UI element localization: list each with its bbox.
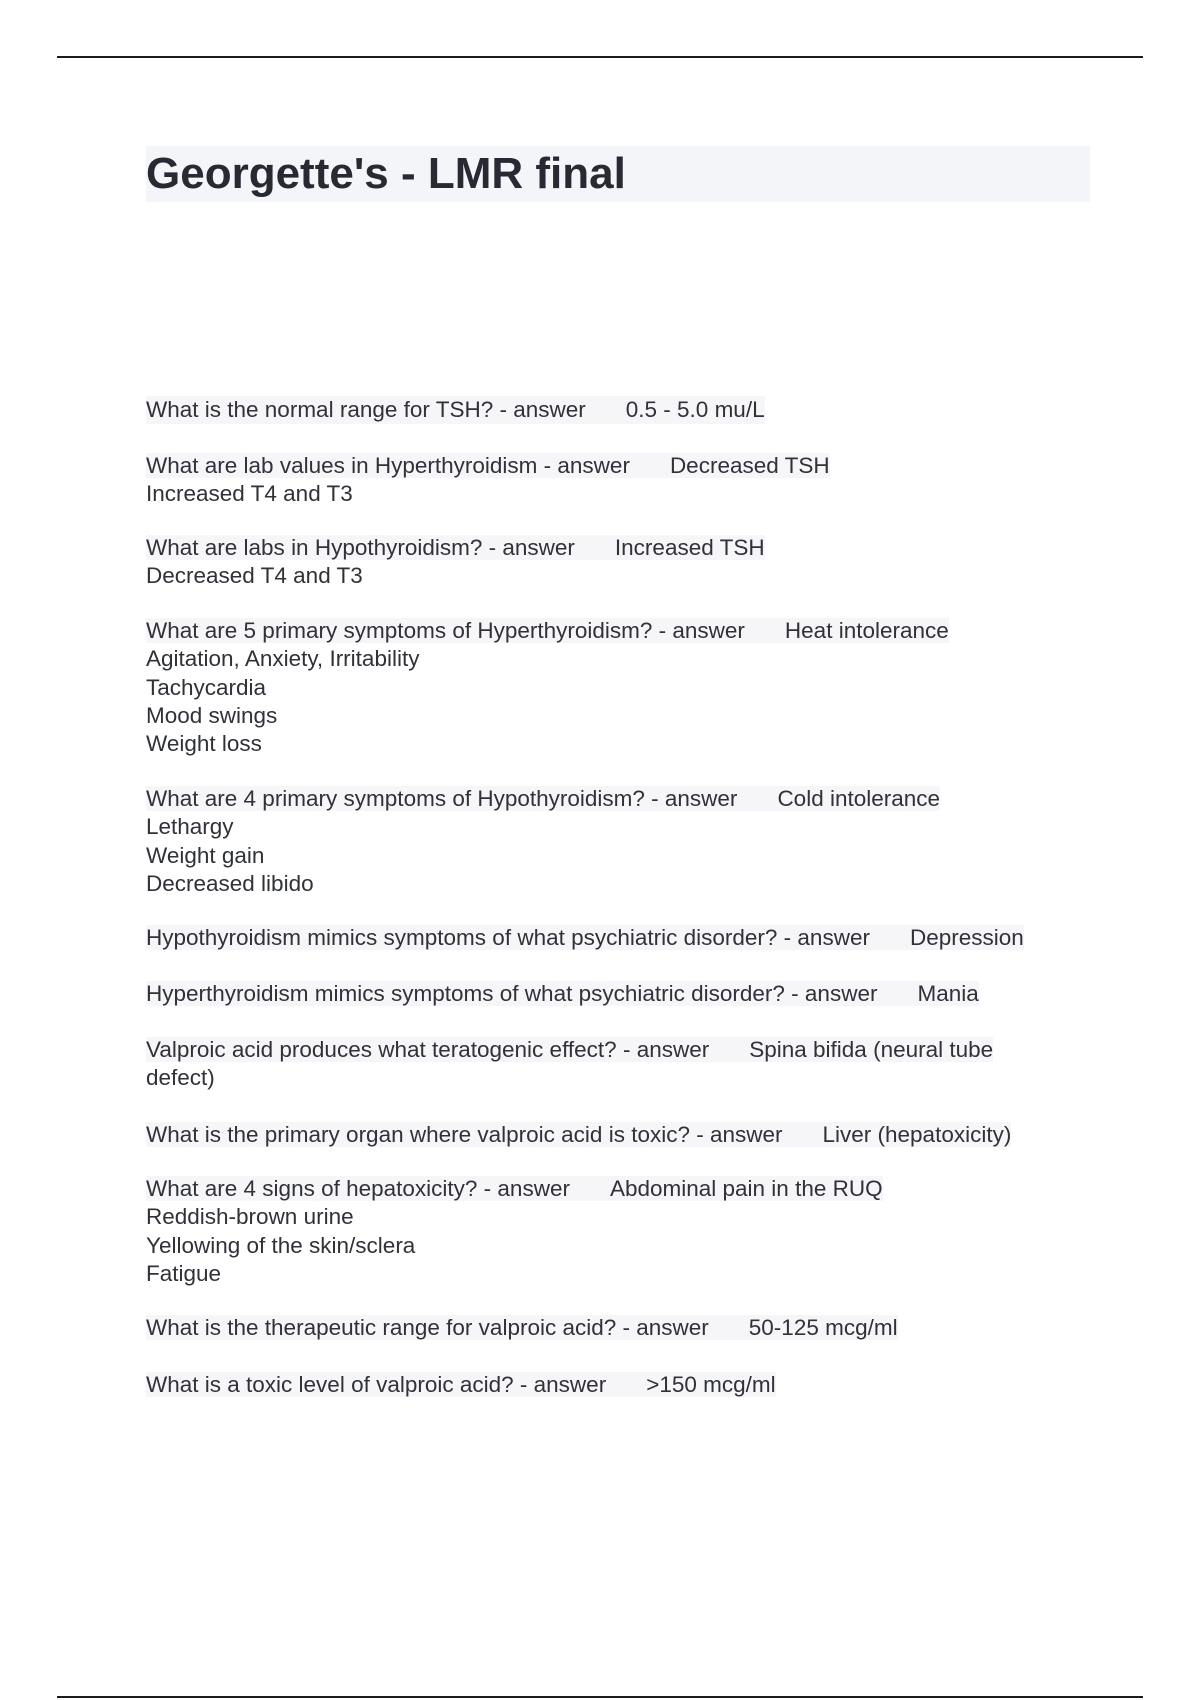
qa-item <box>146 534 765 591</box>
bottom-rule <box>57 1696 1143 1698</box>
answer-text: Mania <box>917 981 979 1006</box>
qa-item <box>146 452 830 509</box>
question-text: What are 4 signs of hepatoxicity? - answer <box>146 1176 570 1201</box>
question-text: What are lab values in Hyperthyroidism - answer <box>146 453 630 478</box>
question-text: What is the primary organ where valproic acid is toxic? - answer <box>146 1122 783 1147</box>
answer-text: Spina bifida (neural tube <box>749 1037 994 1062</box>
answer-text: 50-125 mcg/ml <box>748 1315 898 1340</box>
page-title: Georgette's - LMR final <box>146 149 626 198</box>
answer-text: Fatigue <box>146 1260 222 1286</box>
answer-text: Depression <box>909 925 1024 950</box>
answer-text: Decreased T4 and T3 <box>146 563 363 589</box>
title-block <box>146 146 1090 202</box>
question-text: Hypothyroidism mimics symptoms of what psychiatric disorder? - answer <box>146 925 870 950</box>
answer-text: Weight gain <box>146 842 265 868</box>
answer-text: Decreased TSH <box>669 453 830 478</box>
qa-item <box>146 924 1024 952</box>
qa-item <box>146 1314 898 1342</box>
answer-text: Decreased libido <box>146 870 314 896</box>
answer-text: Mood swings <box>146 702 278 728</box>
answer-text: defect) <box>146 1065 215 1091</box>
answer-text: Yellowing of the skin/sclera <box>146 1232 416 1258</box>
answer-text: >150 mcg/ml <box>646 1372 776 1397</box>
answer-text: Increased TSH <box>614 535 765 560</box>
question-text: What is the therapeutic range for valproic acid? - answer <box>146 1315 709 1340</box>
answer-text: Abdominal pain in the RUQ <box>609 1176 883 1201</box>
answer-text: 0.5 - 5.0 mu/L <box>625 397 765 422</box>
answer-text: Increased T4 and T3 <box>146 481 353 507</box>
question-text: What is a toxic level of valproic acid? - answer <box>146 1372 607 1397</box>
top-rule <box>57 56 1143 58</box>
qa-item <box>146 980 979 1008</box>
qa-item <box>146 1371 776 1399</box>
question-text: Hyperthyroidism mimics symptoms of what psychiatric disorder? - answer <box>146 981 878 1006</box>
question-text: What is the normal range for TSH? - answer <box>146 397 586 422</box>
qa-item <box>146 1175 883 1288</box>
answer-text: Heat intolerance <box>784 618 949 643</box>
answer-text: Cold intolerance <box>777 786 941 811</box>
qa-item <box>146 1121 1011 1149</box>
qa-item <box>146 785 940 898</box>
answer-text: Weight loss <box>146 731 262 757</box>
answer-text: Agitation, Anxiety, Irritability <box>146 646 420 672</box>
answer-text: Reddish-brown urine <box>146 1204 354 1230</box>
answer-text: Tachycardia <box>146 674 267 700</box>
qa-item <box>146 617 949 758</box>
question-text: What are labs in Hypothyroidism? - answer <box>146 535 575 560</box>
qa-item <box>146 1036 993 1093</box>
question-text: What are 4 primary symptoms of Hypothyroidism? - answer <box>146 786 738 811</box>
answer-text: Liver (hepatoxicity) <box>822 1122 1012 1147</box>
question-text: Valproic acid produces what teratogenic effect? - answer <box>146 1037 710 1062</box>
qa-item <box>146 396 765 424</box>
question-text: What are 5 primary symptoms of Hyperthyroidism? - answer <box>146 618 745 643</box>
answer-text: Lethargy <box>146 814 234 840</box>
